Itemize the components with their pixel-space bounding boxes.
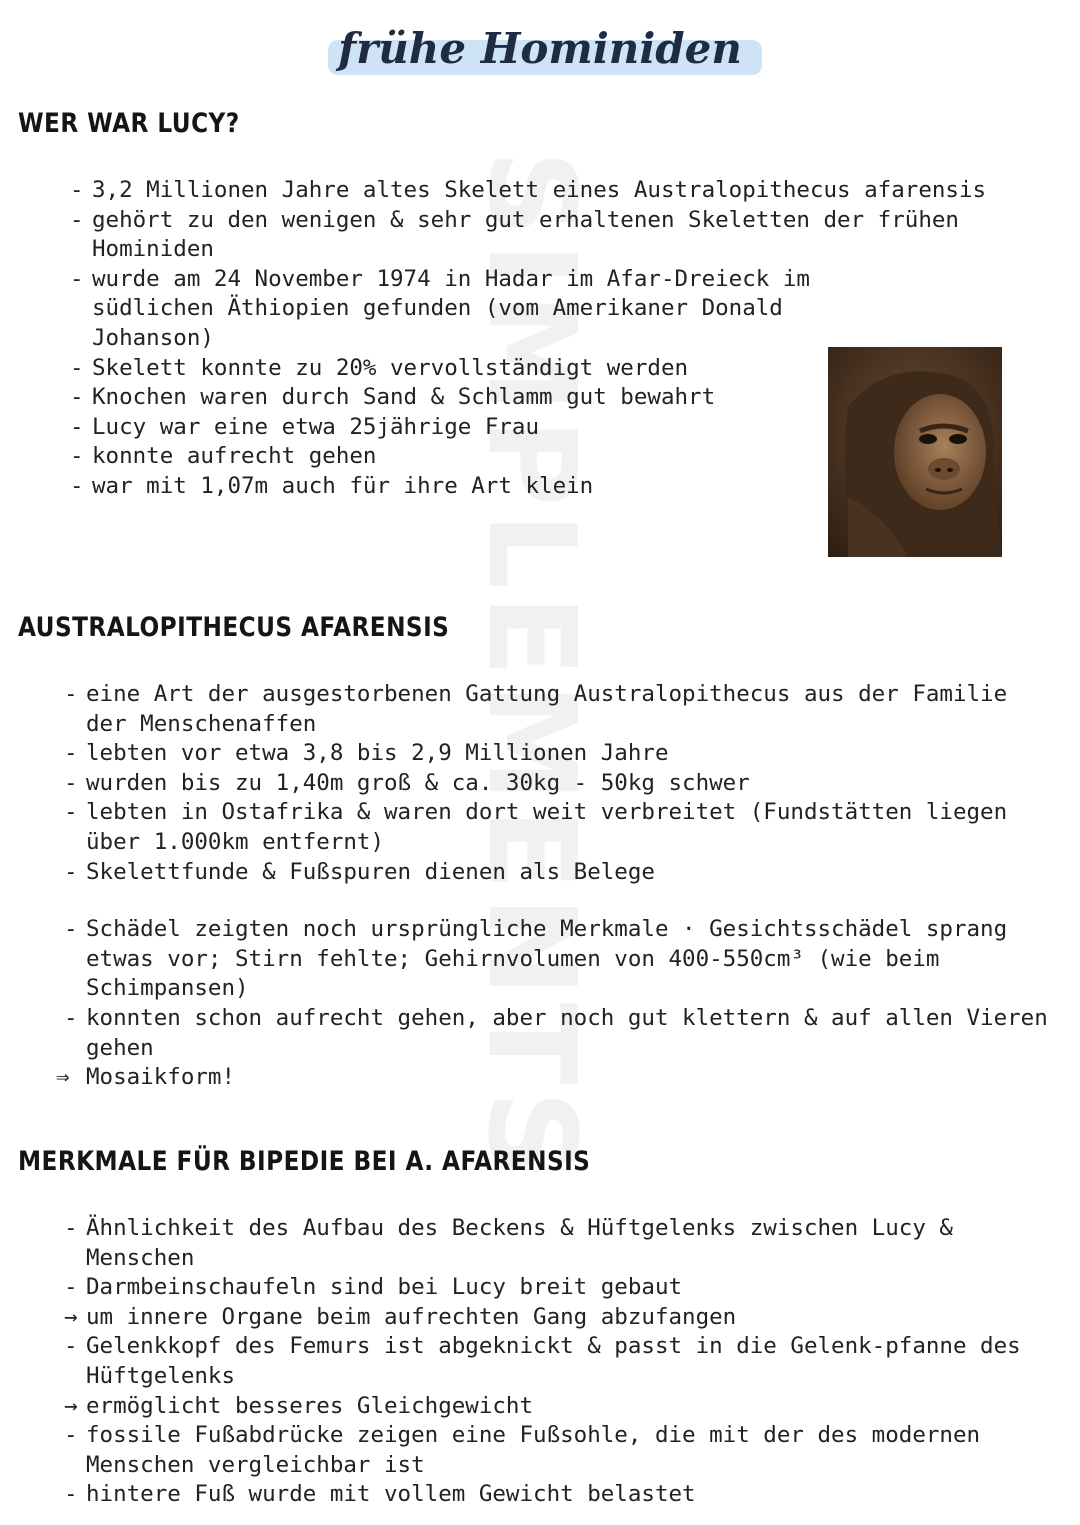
list-item-text: konnte aufrecht gehen (92, 443, 377, 470)
list-item-text: Skelett konnte zu 20% vervollständigt werden (92, 354, 689, 381)
list-item (70, 206, 1060, 265)
list-item-text: Knochen waren durch Sand & Schlamm gut bewahrt (92, 384, 716, 411)
list-item (64, 739, 1060, 769)
list-item-text: gehört zu den wenigen & sehr gut erhaltenen Skeletten der frühen Hominiden (92, 206, 959, 263)
section-heading-afarensis: AUSTRALOPITHECUS AFARENSIS (18, 612, 450, 643)
list-item (64, 1004, 1060, 1063)
list-item-text: wurde am 24 November 1974 in Hadar im Afar-Dreieck im südlichen Äthiopien gefunden (vom Amerikaner Donald Johanson) (92, 265, 810, 351)
list-item-text: eine Art der ausgestorbenen Gattung Australopithecus aus der Familie der Menschenaffen (86, 681, 1008, 737)
list-item (64, 1273, 1060, 1303)
conclusion (64, 1063, 1060, 1093)
section-list-bipedie (64, 1214, 1060, 1510)
list-item-text: Ähnlichkeit des Aufbau des Beckens & Hüftgelenks zwischen Lucy & Menschen (86, 1215, 953, 1271)
conclusion-text: Mosaikform! (86, 1064, 236, 1091)
list-item-text: 3,2 Millionen Jahre altes Skelett eines Australopithecus afarensis (92, 177, 987, 203)
list-item-text: lebten vor etwa 3,8 bis 2,9 Millionen Jahre (86, 740, 669, 767)
list-item (70, 383, 772, 413)
list-item-text: fossile Fußabdrücke zeigen eine Fußsohle, die mit der des modernen Menschen vergleichbar ist (86, 1422, 981, 1478)
list-item-text: Schädel zeigten noch ursprüngliche Merkmale · Gesichtsschädel sprang etwas vor; Stirn fehlte; Gehirnvolumen von 400-550cm³ (wie beim Schimpansen) (86, 916, 1008, 1002)
list-subitem (64, 1303, 1060, 1333)
section-heading-lucy: WER WAR LUCY? (18, 108, 240, 139)
list-item-text: Lucy war eine etwa 25jährige Frau (92, 413, 540, 440)
list-item (70, 354, 832, 384)
list-item (64, 798, 1060, 857)
list-item (70, 265, 812, 354)
list-item-text: war mit 1,07m auch für ihre Art klein (92, 472, 594, 499)
list-subitem (64, 1392, 1060, 1422)
lucy-reconstruction-image (828, 347, 1002, 557)
list-item (64, 915, 1060, 1004)
list-item (64, 858, 1060, 888)
list-item-text: Gelenkkopf des Femurs ist abgeknickt & passt in die Gelenk-pfanne des Hüftgelenks (86, 1333, 1021, 1389)
page-title: frühe Hominiden (324, 22, 756, 77)
list-item (64, 1480, 1060, 1510)
list-item (64, 680, 1060, 739)
section-heading-bipedie: MERKMALE FÜR BIPEDIE BEI A. AFARENSIS (18, 1146, 591, 1177)
list-item-text: konnten schon aufrecht gehen, aber noch gut klettern & auf allen Vieren gehen (86, 1004, 1048, 1061)
watermark: SIMPLEMENTS (461, 150, 600, 1183)
list-item (70, 176, 992, 206)
list-item-text: Skelettfunde & Fußspuren dienen als Belege (86, 858, 655, 885)
section-list-afarensis (64, 680, 1060, 1093)
list-subitem-text: ermöglicht besseres Gleichgewicht (86, 1392, 534, 1419)
list-item (64, 1214, 1060, 1273)
lucy-photo (828, 347, 1002, 557)
list-item (64, 769, 1060, 799)
list-item-text: hintere Fuß wurde mit vollem Gewicht belastet (86, 1481, 696, 1508)
list-item (64, 1421, 1060, 1480)
list-subitem-text: um innere Organe beim aufrechten Gang abzufangen (86, 1303, 737, 1330)
page-title-wrap (0, 22, 1080, 77)
list-item-text: lebten in Ostafrika & waren dort weit verbreitet (Fundstätten liegen über 1.000km entfernt) (86, 799, 1008, 855)
list-item-text: Darmbeinschaufeln sind bei Lucy breit gebaut (86, 1274, 683, 1301)
list-item-text: wurden bis zu 1,40m groß & ca. 30kg - 50kg schwer (86, 769, 750, 796)
list-item (64, 1332, 1060, 1391)
